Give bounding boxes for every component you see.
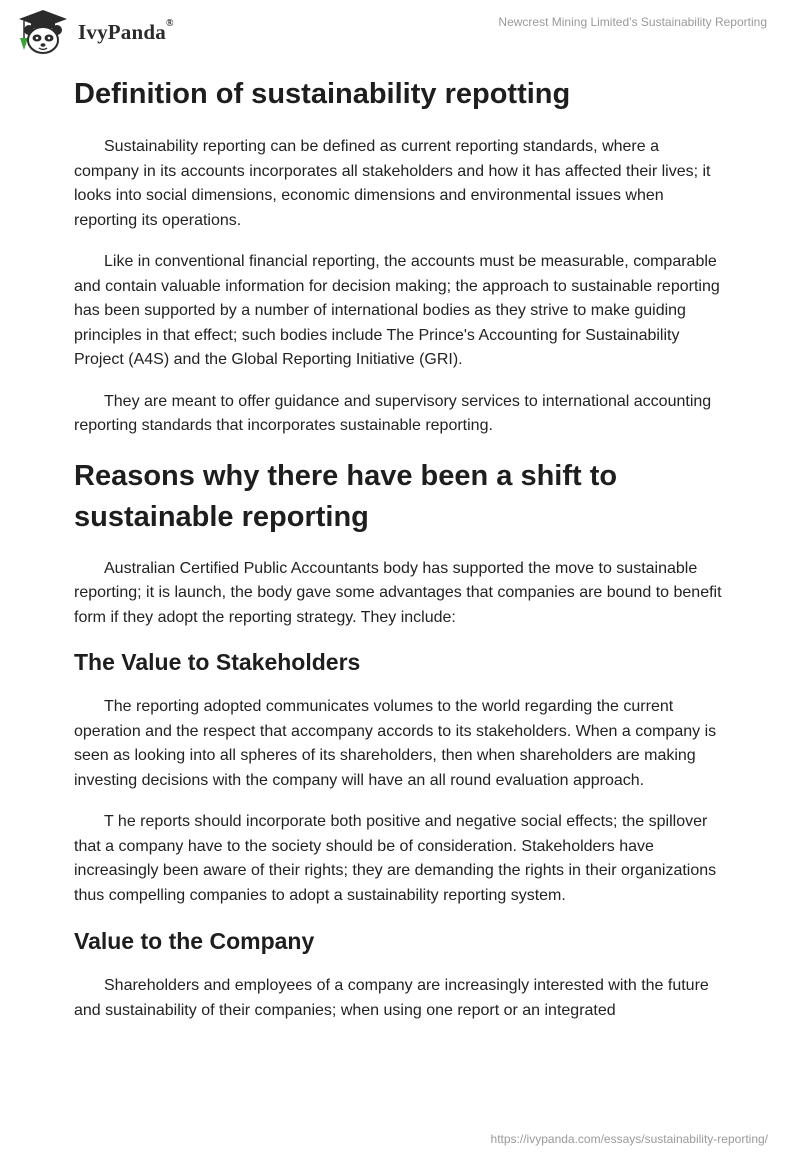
- paragraph: T he reports should incorporate both positive and negative social effects; the spillover that a company have to the society should be of consideration. Stakeholders have increasingly been aware of their rights; they are demanding the rights in their organizations thus compelling companies to adopt a sustainability reporting system.: [74, 813, 717, 904]
- paragraph: Sustainability reporting can be defined as current reporting standards, where a company in its accounts incorporates all stakeholders and how it has affected their lives; it looks into social dimensions, economic dimensions and environmental issues when reporting its operations.: [74, 138, 711, 229]
- ivypanda-logo[interactable]: [14, 8, 174, 56]
- section-heading-reasons: Reasons why there have been a shift to sustainable reporting: [74, 459, 618, 533]
- section-heading-definition: Definition of sustainability repotting: [74, 78, 571, 110]
- panda-graduate-icon: [14, 8, 72, 56]
- document-title: Newcrest Mining Limited’s Sustainability Reporting: [498, 15, 767, 29]
- paragraph: Australian Certified Public Accountants body has supported the move to sustainable reporting; it is launch, the body gave some advantages that companies are bound to benefit form if they adopt the reporting strategy. They include:: [74, 559, 722, 626]
- essay-body: [74, 72, 726, 1023]
- page-header: [0, 0, 800, 66]
- section-heading-value-to-company: Value to the Company: [74, 928, 315, 954]
- paragraph: The reporting adopted communicates volumes to the world regarding the current operation and the respect that accompany accords to its stakeholders. When a company is seen as looking into all spheres of its shareholders, then when shareholders are making investing decisions with the company will have an all round evaluation approach.: [74, 698, 717, 789]
- source-url-link[interactable]: https://ivypanda.com/essays/sustainability-reporting/: [490, 1132, 768, 1146]
- paragraph: They are meant to offer guidance and supervisory services to international accounting reporting standards that incorporates sustainable reporting.: [74, 392, 712, 434]
- logo-wordmark: IvyPanda®: [78, 17, 174, 44]
- section-heading-value-to-stakeholders: The Value to Stakeholders: [74, 649, 361, 675]
- paragraph: Shareholders and employees of a company are increasingly interested with the future and sustainability of their companies; when using one report or an integrated: [74, 977, 709, 1019]
- paragraph: Like in conventional financial reporting, the accounts must be measurable, comparable and contain valuable information for decision making; the approach to sustainable reporting has been supported by a number of international bodies as they strive to make guiding principles in that effect; such bodies include The Prince's Accounting for Sustainability Project (A4S) and the Global Reporting Initiative (GRI).: [74, 253, 720, 368]
